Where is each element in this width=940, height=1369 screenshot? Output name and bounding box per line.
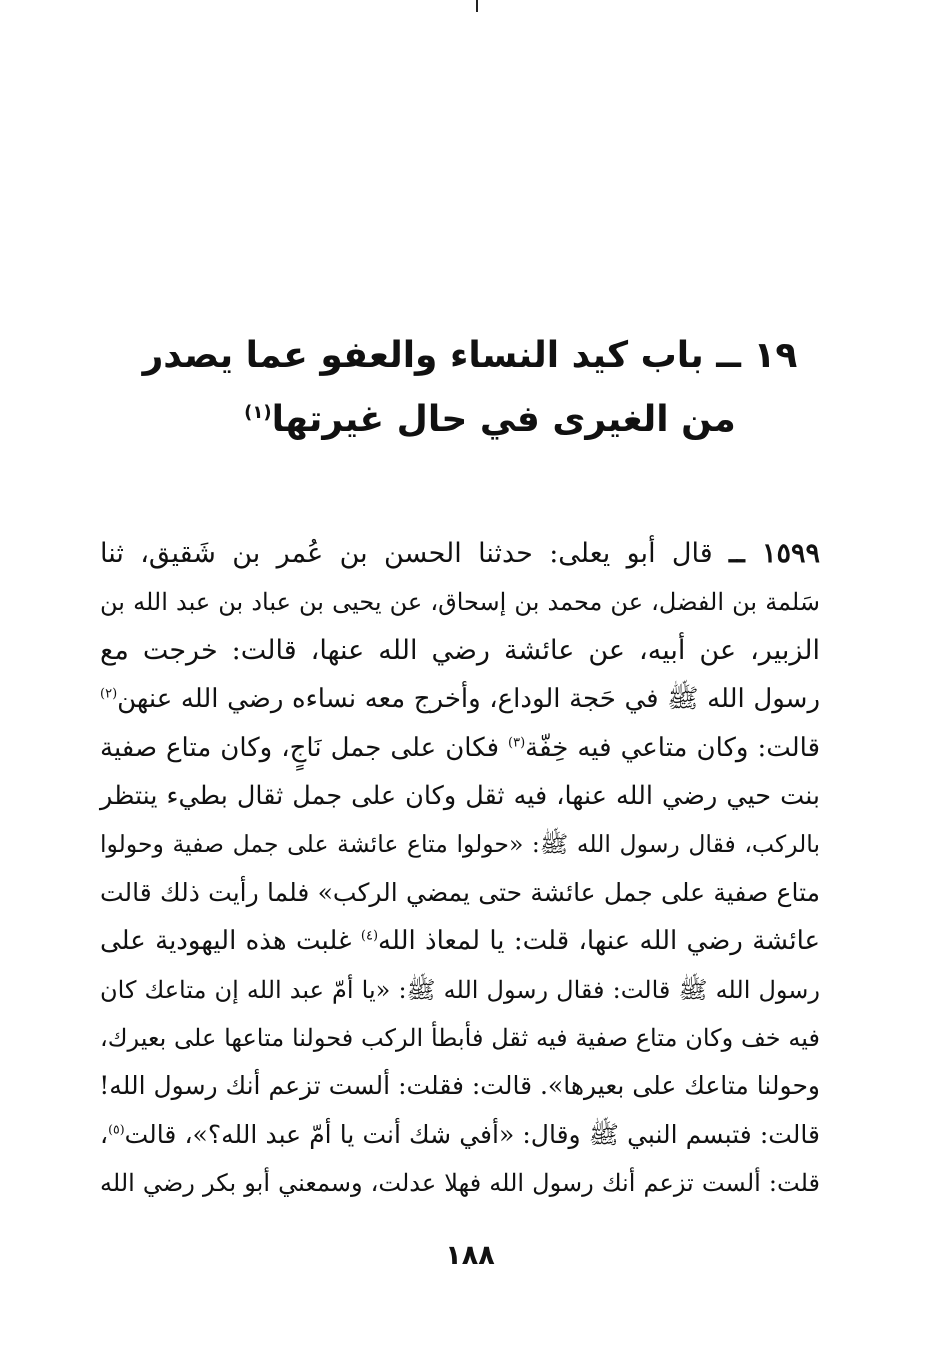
text-line: متاع صفية على جمل عائشة حتى يمضي الركب» فلما رأيت ذلك قالت (100, 877, 820, 907)
text-line (100, 530, 820, 578)
text-line (100, 675, 820, 723)
text-line-content: قال أبو يعلى: حدثنا الحسن بن عُمر بن شَقيق، ثنا (100, 538, 713, 569)
footnote-marker: (٢) (100, 686, 118, 702)
text-line-content: عائشة رضي الله عنها، قلت: يا لمعاذ الله (378, 926, 821, 957)
text-line: سَلمة بن الفضل، عن محمد بن إسحاق، عن يحيى بن عباد بن عبد الله بن (100, 588, 820, 617)
hadith-text (100, 530, 820, 1207)
text-line-content: رسول الله ﷺ في حَجة الوداع، وأخرج معه نساءه رضي الله عنهن (117, 684, 820, 715)
text-line-continuation: غلبت هذه اليهودية على (100, 926, 361, 957)
text-line-continuation: فكان على جمل نَاجٍ، وكان متاع صفية (100, 732, 509, 763)
text-line: الزبير، عن أبيه، عن عائشة رضي الله عنها، قالت: خرجت مع (100, 634, 820, 666)
chapter-heading (0, 324, 940, 452)
text-line (100, 917, 820, 965)
footnote-marker: (٥) (108, 1121, 125, 1137)
chapter-title-line-2-text: من الغيرى في حال غيرتها (271, 399, 736, 440)
text-line: رسول الله ﷺ قالت: فقال رسول الله ﷺ: «يا أمّ عبد الله إن متاعك كان (100, 975, 820, 1004)
text-line-content: قالت: وكان متاعي فيه خِفّة (525, 732, 821, 763)
text-line-continuation: ، (100, 1119, 109, 1149)
text-line (100, 1111, 820, 1159)
scan-mark (476, 0, 478, 12)
text-line: قلت: ألست تزعم أنك رسول الله فهلا عدلت، وسمعني أبو بكر رضي الله (100, 1169, 820, 1198)
chapter-title-line-2 (0, 388, 940, 452)
footnote-marker: (٣) (508, 734, 526, 750)
footnote-marker: (١) (244, 402, 272, 423)
text-line: بالركب، فقال رسول الله ﷺ: «حولوا متاع عائشة على جمل صفية وحولوا (100, 830, 820, 859)
text-line-content: قالت: فتبسم النبي ﷺ وقال: «أفي شك أنت يا أمّ عبد الله؟»، قالت (124, 1119, 820, 1149)
chapter-title-line-1: ١٩ ــ باب كيد النساء والعفو عما يصدر (142, 335, 798, 376)
footnote-marker: (٤) (360, 928, 379, 944)
text-line: وحولنا متاعك على بعيرها». قالت: فقلت: ألست تزعم أنك رسول الله! (99, 1071, 820, 1101)
hadith-number: ١٥٩٩ ــ (729, 538, 820, 569)
text-line: فيه خف وكان متاع صفية فيه ثقل فأبطأ الركب فحولنا متاعها على بعيرك، (100, 1023, 820, 1052)
page-number: ١٨٨ (445, 1240, 495, 1271)
text-line (100, 724, 820, 772)
text-line: بنت حيي رضي الله عنها، فيه ثقل وكان على جمل ثقال بطيء ينتظر (100, 780, 820, 811)
